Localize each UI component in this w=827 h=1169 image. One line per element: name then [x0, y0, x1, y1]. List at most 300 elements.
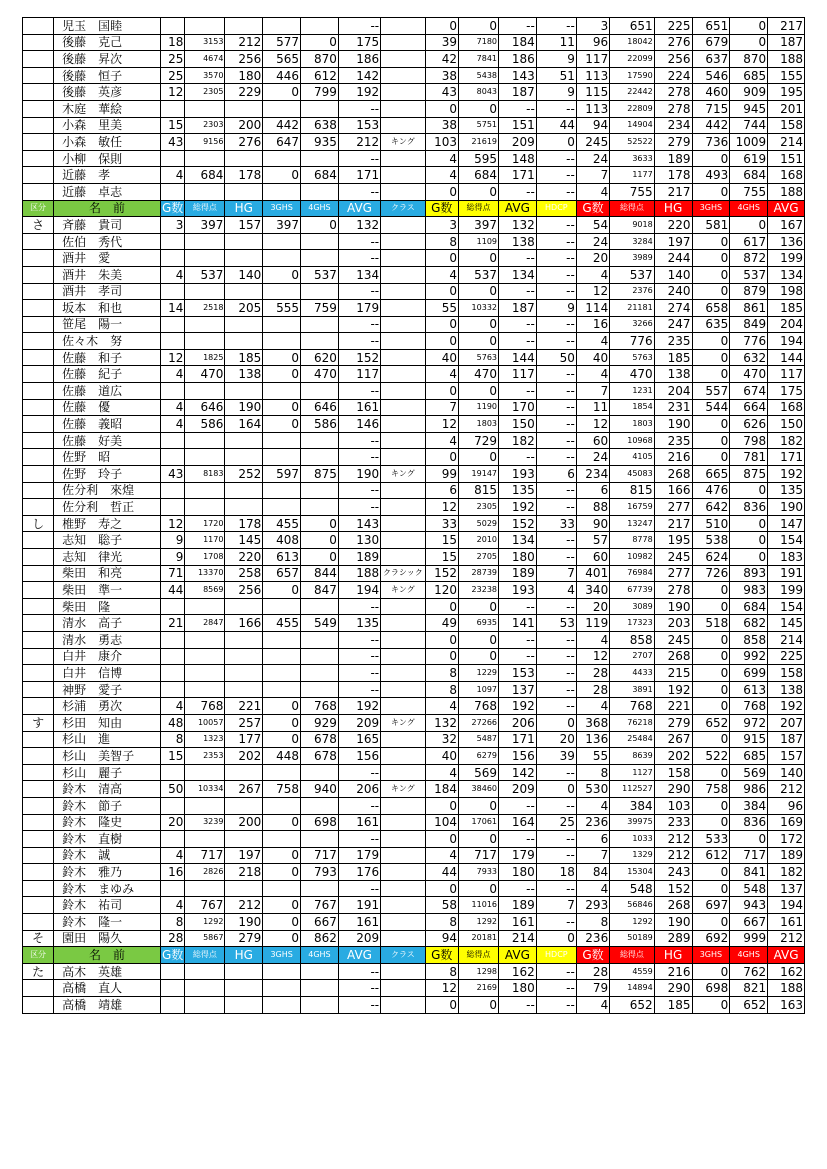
value-cell: 15304 [610, 864, 654, 881]
value-cell: 397 [263, 217, 301, 234]
table-row [23, 366, 805, 383]
value-cell: 0 [692, 681, 730, 698]
value-cell: 612 [692, 847, 730, 864]
value-cell [381, 930, 425, 947]
name-cell: 酒井 愛 [54, 250, 161, 267]
value-cell: -- [499, 333, 537, 350]
value-cell [185, 963, 225, 980]
name-cell: 坂本 和也 [54, 300, 161, 317]
value-cell [381, 233, 425, 250]
value-cell: 67739 [610, 582, 654, 599]
value-cell [263, 499, 301, 516]
value-cell: 39975 [610, 814, 654, 831]
section-cell [23, 333, 54, 350]
value-cell: 758 [692, 781, 730, 798]
value-cell: 177 [225, 731, 263, 748]
value-cell: 209 [338, 714, 380, 731]
value-cell: 136 [768, 233, 805, 250]
value-cell [301, 831, 339, 848]
value-cell [381, 266, 425, 283]
name-cell: 酒井 孝司 [54, 283, 161, 300]
value-cell [301, 980, 339, 997]
name-cell: 神野 愛子 [54, 681, 161, 698]
value-cell [225, 250, 263, 267]
value-cell: 626 [730, 416, 768, 433]
header-cell: AVG [768, 200, 805, 217]
value-cell [381, 665, 425, 682]
value-cell: -- [338, 797, 380, 814]
name-cell: 佐野 昭 [54, 449, 161, 466]
section-cell [23, 167, 54, 184]
header-cell: AVG [499, 200, 537, 217]
value-cell: 4 [576, 366, 609, 383]
header-cell: 3GHS [692, 947, 730, 964]
value-cell: 0 [263, 84, 301, 101]
value-cell [185, 681, 225, 698]
value-cell: 178 [225, 167, 263, 184]
section-cell [23, 549, 54, 566]
table-row [23, 814, 805, 831]
name-cell: 杉田 知由 [54, 714, 161, 731]
table-row [23, 266, 805, 283]
section-cell [23, 366, 54, 383]
value-cell: 194 [338, 582, 380, 599]
section-cell [23, 416, 54, 433]
value-cell: -- [338, 665, 380, 682]
value-cell: 38 [425, 67, 458, 84]
value-cell: 538 [692, 532, 730, 549]
table-row [23, 250, 805, 267]
table-row [23, 217, 805, 234]
value-cell: 157 [225, 217, 263, 234]
value-cell: 10334 [185, 781, 225, 798]
value-cell: 45083 [610, 466, 654, 483]
value-cell [301, 432, 339, 449]
value-cell: 4 [425, 698, 458, 715]
value-cell [185, 648, 225, 665]
value-cell: 55 [425, 300, 458, 317]
value-cell: 4105 [610, 449, 654, 466]
value-cell: 875 [301, 466, 339, 483]
table-row [23, 797, 805, 814]
value-cell: 4 [576, 880, 609, 897]
value-cell: -- [536, 631, 576, 648]
value-cell: 16759 [610, 499, 654, 516]
value-cell: 0 [730, 34, 768, 51]
value-cell: 646 [301, 399, 339, 416]
value-cell: 197 [654, 233, 692, 250]
value-cell: 617 [730, 233, 768, 250]
value-cell: 586 [301, 416, 339, 433]
value-cell: 768 [301, 698, 339, 715]
value-cell [263, 18, 301, 35]
value-cell: 170 [499, 399, 537, 416]
value-cell: 755 [610, 183, 654, 200]
value-cell: 278 [654, 582, 692, 599]
value-cell: 460 [692, 84, 730, 101]
section-cell [23, 831, 54, 848]
value-cell: 256 [225, 582, 263, 599]
value-cell: 4 [425, 847, 458, 864]
value-cell: 0 [692, 814, 730, 831]
value-cell: 10057 [185, 714, 225, 731]
value-cell: 726 [692, 565, 730, 582]
value-cell: 5763 [610, 349, 654, 366]
value-cell: 1825 [185, 349, 225, 366]
value-cell: 0 [425, 316, 458, 333]
name-cell: 後藤 昇次 [54, 51, 161, 68]
value-cell: 187 [768, 34, 805, 51]
value-cell: 162 [499, 963, 537, 980]
value-cell [263, 482, 301, 499]
value-cell: 0 [692, 283, 730, 300]
value-cell: -- [338, 482, 380, 499]
section-cell [23, 283, 54, 300]
value-cell: 245 [654, 631, 692, 648]
value-cell [263, 997, 301, 1014]
value-cell [301, 18, 339, 35]
value-cell: 12 [160, 515, 184, 532]
value-cell: 42 [425, 51, 458, 68]
value-cell: 153 [338, 117, 380, 134]
value-cell: 191 [338, 897, 380, 914]
value-cell: 134 [338, 266, 380, 283]
value-cell [381, 499, 425, 516]
value-cell: -- [338, 100, 380, 117]
section-cell [23, 814, 54, 831]
value-cell [225, 648, 263, 665]
value-cell: -- [536, 847, 576, 864]
value-cell: 6 [576, 831, 609, 848]
value-cell: 135 [338, 615, 380, 632]
value-cell [301, 499, 339, 516]
value-cell: 55 [576, 748, 609, 765]
value-cell: 3266 [610, 316, 654, 333]
value-cell [381, 980, 425, 997]
value-cell: 0 [458, 598, 498, 615]
value-cell [185, 233, 225, 250]
name-cell: 佐藤 義昭 [54, 416, 161, 433]
table-row [23, 300, 805, 317]
value-cell [381, 764, 425, 781]
value-cell: 530 [576, 781, 609, 798]
value-cell: 194 [768, 333, 805, 350]
value-cell: 163 [768, 997, 805, 1014]
table-row [23, 831, 805, 848]
value-cell: 510 [692, 515, 730, 532]
value-cell: 674 [730, 383, 768, 400]
value-cell: 71 [160, 565, 184, 582]
value-cell: 220 [654, 217, 692, 234]
value-cell: 493 [692, 167, 730, 184]
value-cell: -- [499, 997, 537, 1014]
header-cell: HG [654, 947, 692, 964]
value-cell: 0 [425, 997, 458, 1014]
value-cell: 1292 [458, 914, 498, 931]
value-cell: 180 [499, 980, 537, 997]
table-row [23, 549, 805, 566]
name-cell: 鈴木 まゆみ [54, 880, 161, 897]
value-cell: 3633 [610, 150, 654, 167]
value-cell: 6 [576, 482, 609, 499]
value-cell: 2707 [610, 648, 654, 665]
value-cell [160, 598, 184, 615]
value-cell: 0 [458, 18, 498, 35]
value-cell: 290 [654, 781, 692, 798]
value-cell: 152 [425, 565, 458, 582]
value-cell: 0 [458, 250, 498, 267]
value-cell: 0 [425, 333, 458, 350]
section-cell [23, 565, 54, 582]
value-cell [185, 764, 225, 781]
value-cell: 221 [225, 698, 263, 715]
value-cell: 168 [768, 399, 805, 416]
value-cell: 25 [160, 51, 184, 68]
value-cell: 870 [730, 51, 768, 68]
value-cell: 0 [425, 880, 458, 897]
value-cell: 162 [768, 963, 805, 980]
value-cell [225, 631, 263, 648]
value-cell: 214 [499, 930, 537, 947]
value-cell: 203 [654, 615, 692, 632]
section-cell [23, 18, 54, 35]
value-cell: 244 [654, 250, 692, 267]
table-row [23, 399, 805, 416]
name-cell: 杉山 進 [54, 731, 161, 748]
value-cell: -- [499, 797, 537, 814]
value-cell [160, 283, 184, 300]
value-cell [160, 499, 184, 516]
value-cell: -- [536, 250, 576, 267]
section-cell [23, 67, 54, 84]
table-body [23, 18, 805, 1014]
value-cell: 7180 [458, 34, 498, 51]
value-cell: 0 [263, 814, 301, 831]
value-cell [381, 449, 425, 466]
value-cell: 117 [499, 366, 537, 383]
value-cell: 32 [425, 731, 458, 748]
value-cell [301, 150, 339, 167]
section-cell [23, 117, 54, 134]
value-cell: キング [381, 466, 425, 483]
value-cell: 940 [301, 781, 339, 798]
value-cell: 117 [768, 366, 805, 383]
value-cell [225, 764, 263, 781]
table-row [23, 18, 805, 35]
value-cell: 11 [576, 399, 609, 416]
value-cell [301, 250, 339, 267]
value-cell [160, 150, 184, 167]
value-cell: 79 [576, 980, 609, 997]
value-cell: 130 [338, 532, 380, 549]
value-cell [263, 233, 301, 250]
value-cell: 212 [225, 34, 263, 51]
value-cell: 0 [263, 416, 301, 433]
section-cell [23, 748, 54, 765]
value-cell: 236 [576, 930, 609, 947]
value-cell [381, 615, 425, 632]
value-cell: 257 [225, 714, 263, 731]
value-cell: 112527 [610, 781, 654, 798]
table-row [23, 134, 805, 151]
section-cell [23, 399, 54, 416]
section-cell [23, 499, 54, 516]
value-cell [160, 333, 184, 350]
section-cell [23, 449, 54, 466]
section-cell [23, 51, 54, 68]
value-cell: 0 [692, 648, 730, 665]
section-cell [23, 383, 54, 400]
value-cell: 0 [263, 930, 301, 947]
value-cell: 193 [499, 466, 537, 483]
value-cell: 0 [458, 316, 498, 333]
value-cell: 909 [730, 84, 768, 101]
value-cell: 21 [160, 615, 184, 632]
header-cell: AVG [499, 947, 537, 964]
value-cell [301, 598, 339, 615]
table-row [23, 997, 805, 1014]
value-cell: 182 [768, 432, 805, 449]
value-cell: 0 [692, 266, 730, 283]
name-cell: 児玉 国睦 [54, 18, 161, 35]
value-cell [225, 997, 263, 1014]
value-cell: 2847 [185, 615, 225, 632]
value-cell [185, 383, 225, 400]
value-cell [185, 18, 225, 35]
value-cell: 188 [338, 565, 380, 582]
value-cell [301, 764, 339, 781]
value-cell [160, 631, 184, 648]
value-cell [381, 997, 425, 1014]
value-cell: 470 [458, 366, 498, 383]
value-cell: 442 [263, 117, 301, 134]
value-cell: 141 [499, 615, 537, 632]
value-cell: 117 [576, 51, 609, 68]
value-cell: 179 [499, 847, 537, 864]
value-cell: 0 [425, 100, 458, 117]
value-cell: 768 [610, 698, 654, 715]
value-cell [381, 383, 425, 400]
table-row [23, 698, 805, 715]
value-cell [185, 449, 225, 466]
value-cell: 0 [458, 648, 498, 665]
value-cell [225, 797, 263, 814]
value-cell: 198 [768, 283, 805, 300]
value-cell: 8569 [185, 582, 225, 599]
value-cell: -- [536, 532, 576, 549]
value-cell: 277 [654, 565, 692, 582]
section-cell [23, 731, 54, 748]
value-cell [225, 665, 263, 682]
value-cell [185, 250, 225, 267]
value-cell: 0 [692, 416, 730, 433]
value-cell: 217 [654, 183, 692, 200]
value-cell [381, 549, 425, 566]
value-cell: 3284 [610, 233, 654, 250]
value-cell: 84 [576, 864, 609, 881]
value-cell: 28 [160, 930, 184, 947]
value-cell [160, 665, 184, 682]
value-cell: 278 [654, 84, 692, 101]
value-cell: 22099 [610, 51, 654, 68]
value-cell [301, 233, 339, 250]
value-cell: 161 [338, 814, 380, 831]
value-cell [381, 84, 425, 101]
value-cell: 9018 [610, 217, 654, 234]
value-cell [263, 432, 301, 449]
value-cell: -- [536, 831, 576, 848]
value-cell: 397 [185, 217, 225, 234]
value-cell: 0 [301, 532, 339, 549]
value-cell: -- [499, 183, 537, 200]
value-cell: 0 [692, 598, 730, 615]
value-cell: 192 [768, 698, 805, 715]
value-cell: 267 [225, 781, 263, 798]
value-cell: 0 [263, 266, 301, 283]
value-cell: 678 [301, 731, 339, 748]
value-cell: 684 [730, 598, 768, 615]
header-cell: AVG [338, 200, 380, 217]
value-cell: -- [536, 449, 576, 466]
value-cell [225, 482, 263, 499]
table-row [23, 565, 805, 582]
value-cell: 103 [425, 134, 458, 151]
value-cell: 9156 [185, 134, 225, 151]
section-cell [23, 864, 54, 881]
value-cell [160, 681, 184, 698]
value-cell: 199 [768, 250, 805, 267]
value-cell: 96 [576, 34, 609, 51]
value-cell: 167 [768, 217, 805, 234]
value-cell: 1323 [185, 731, 225, 748]
value-cell [160, 250, 184, 267]
value-cell: 4 [160, 416, 184, 433]
value-cell: 13247 [610, 515, 654, 532]
value-cell: 178 [225, 515, 263, 532]
value-cell: 150 [768, 416, 805, 433]
table-row [23, 333, 805, 350]
value-cell: 15 [425, 549, 458, 566]
value-cell [160, 482, 184, 499]
value-cell: 206 [499, 714, 537, 731]
value-cell [301, 333, 339, 350]
value-cell [263, 665, 301, 682]
value-cell: 555 [263, 300, 301, 317]
value-cell: 185 [768, 300, 805, 317]
value-cell: 43 [160, 466, 184, 483]
value-cell: 7 [576, 383, 609, 400]
value-cell: 12 [576, 283, 609, 300]
value-cell [185, 100, 225, 117]
value-cell: 190 [654, 914, 692, 931]
table-row [23, 615, 805, 632]
value-cell: 793 [301, 864, 339, 881]
section-cell [23, 233, 54, 250]
value-cell: -- [536, 797, 576, 814]
value-cell: 1803 [458, 416, 498, 433]
value-cell: -- [536, 598, 576, 615]
value-cell: 267 [654, 731, 692, 748]
value-cell [381, 283, 425, 300]
value-cell: 844 [301, 565, 339, 582]
value-cell: 2303 [185, 117, 225, 134]
value-cell: 698 [301, 814, 339, 831]
value-cell: -- [536, 383, 576, 400]
value-cell: 1720 [185, 515, 225, 532]
value-cell: 455 [263, 615, 301, 632]
value-cell: -- [338, 997, 380, 1014]
value-cell: 684 [458, 167, 498, 184]
